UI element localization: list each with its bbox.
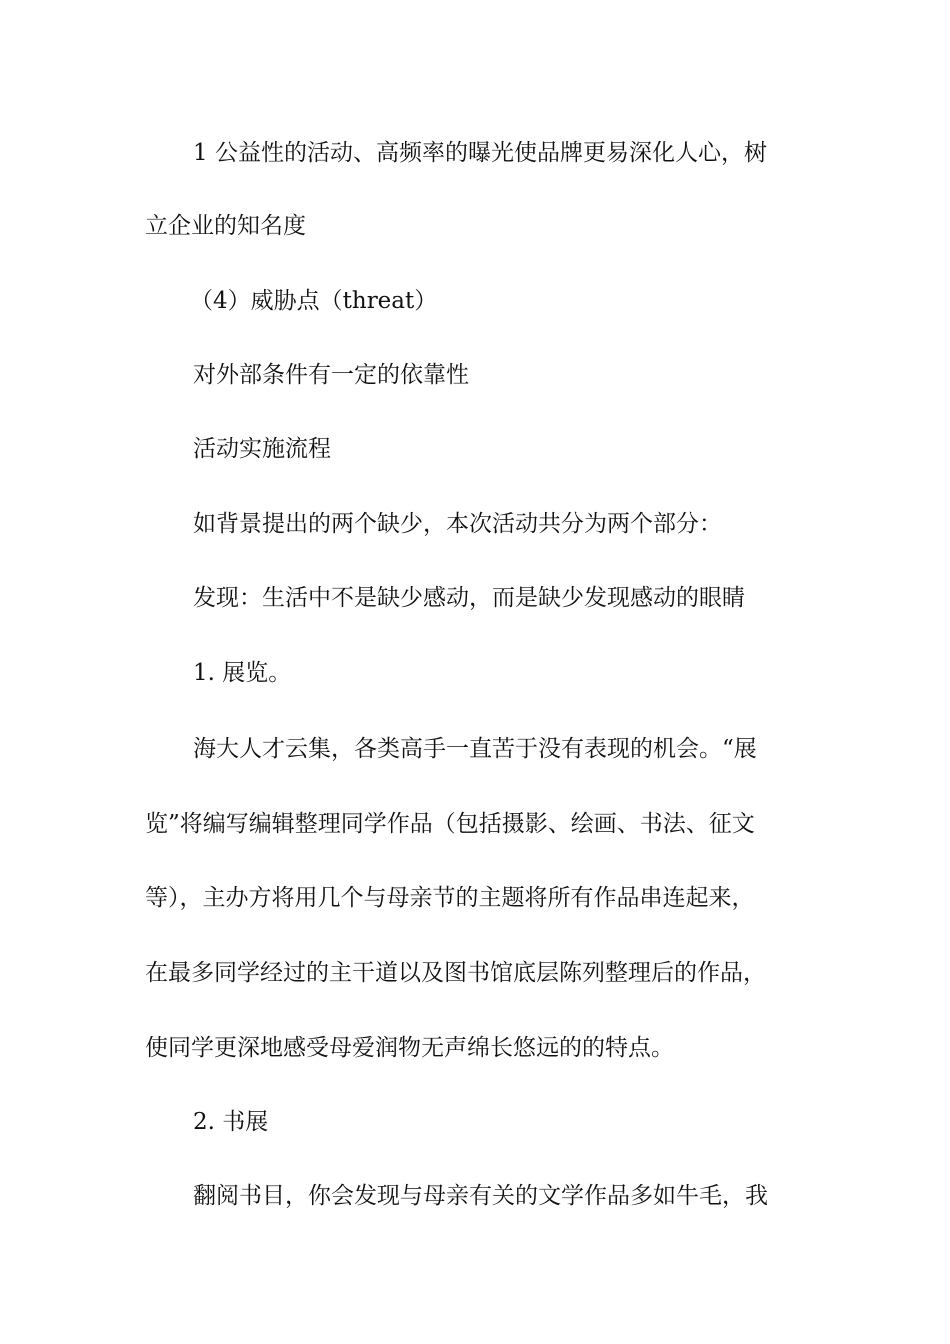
section-heading: （4）威胁点（threat）: [190, 288, 438, 314]
text-line: 翻阅书目，你会发现与母亲有关的文学作品多如牛毛，我: [193, 1183, 768, 1209]
section-heading: 活动实施流程: [193, 436, 331, 462]
text-line: 立企业的知名度: [145, 213, 306, 239]
list-item-heading: 1. 展览。: [193, 660, 292, 686]
text-line: 使同学更深地感受母爱润物无声绵长悠远的的特点。: [145, 1035, 674, 1061]
text-line: 发现：生活中不是缺少感动，而是缺少发现感动的眼睛: [193, 585, 745, 611]
text-line: 等），主办方将用几个与母亲节的主题将所有作品串连起来，: [145, 885, 755, 911]
text-line: 在最多同学经过的主干道以及图书馆底层陈列整理后的作品，: [145, 960, 766, 986]
text-line: 览”将编写编辑整理同学作品（包括摄影、绘画、书法、征文: [145, 811, 755, 837]
list-item-heading: 2. 书展: [193, 1109, 269, 1135]
text-line: 如背景提出的两个缺少，本次活动共分为两个部分：: [193, 511, 722, 537]
text-line: 1 公益性的活动、高频率的曝光使品牌更易深化人心，树: [193, 140, 767, 166]
text-line: 海大人才云集，各类高手一直苦于没有表现的机会。“展: [193, 736, 757, 762]
text-line: 对外部条件有一定的依靠性: [193, 362, 469, 388]
